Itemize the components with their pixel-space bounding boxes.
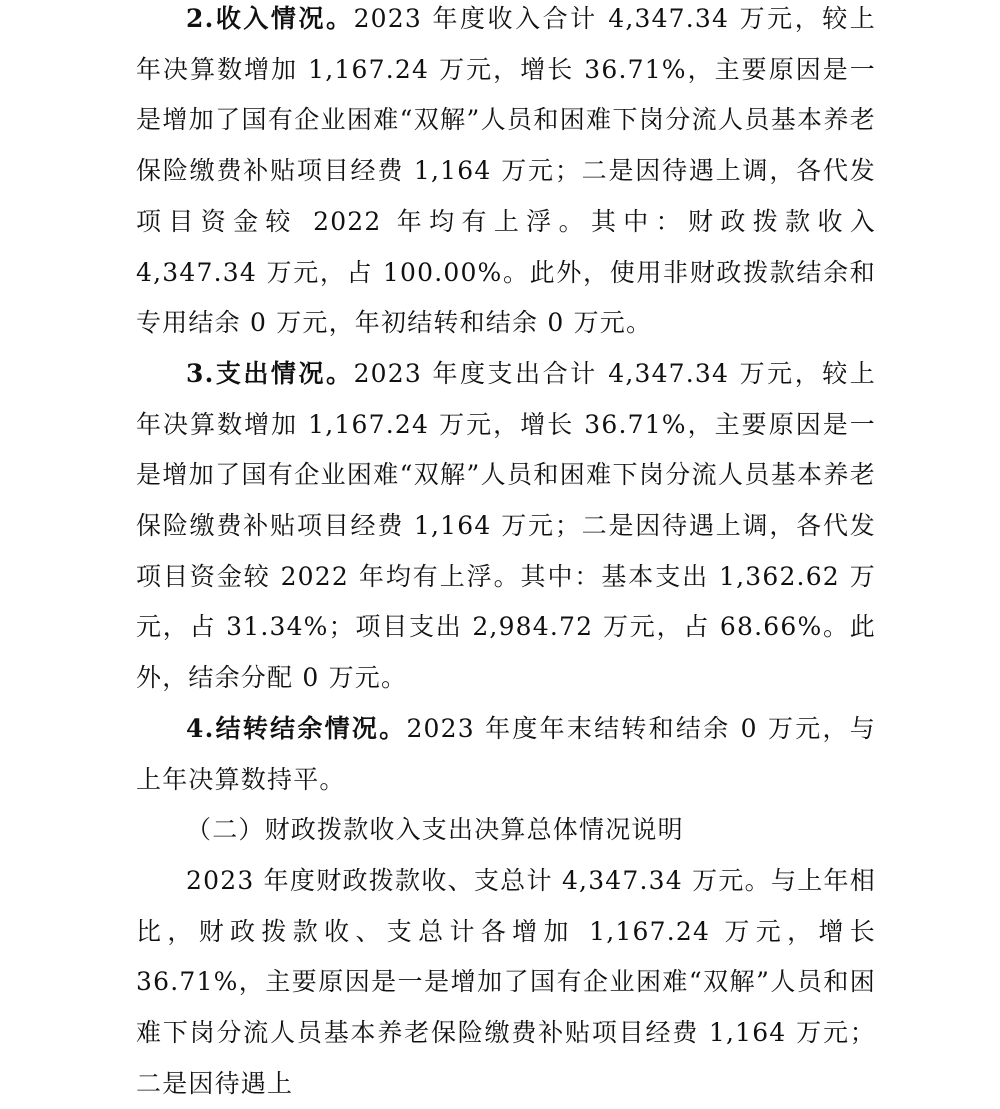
document-page <box>136 0 876 1109</box>
paragraph-carryover-text: 2023 年度年末结转和结余 0 万元，与上年决算数持平。 <box>136 713 876 794</box>
heading-expenditure: 3.支出情况。 <box>186 358 354 388</box>
paragraph-income-text: 2023 年度收入合计 4,347.34 万元，较上年决算数增加 1,167.24 万元，增长 36.71%，主要原因是一是增加了国有企业困难“双解”人员和困难下岗分流人员基本养老保险缴费补贴项目经费 1,164 万元；二是因待遇上调，各代发项目资金较 2022 年均有上浮。其中：财政拨款收入 4,347.34 万元，占 100.00%。此外，使用非财政拨款结余和专用结余 0 万元，年初结转和结余 0 万元。 <box>136 4 877 338</box>
paragraph-expenditure-text: 2023 年度支出合计 4,347.34 万元，较上年决算数增加 1,167.24 万元，增长 36.71%，主要原因是一是增加了国有企业困难“双解”人员和困难下岗分流人员基本养老保险缴费补贴项目经费 1,164 万元；二是因待遇上调，各代发项目资金较 2022 年均有上浮。其中：基本支出 1,362.62 万元，占 31.34%；项目支出 2,984.72 万元，占 68.66%。此外，结余分配 0 万元。 <box>136 358 877 693</box>
paragraph-carryover <box>136 704 876 805</box>
paragraph-expenditure <box>136 349 876 704</box>
paragraph-income <box>136 0 876 349</box>
paragraph-fiscal-overview <box>136 856 876 1109</box>
section-heading-text: （二）财政拨款收入支出决算总体情况说明 <box>186 815 684 845</box>
paragraph-fiscal-overview-text: 2023 年度财政拨款收、支总计 4,347.34 万元。与上年相比，财政拨款收、支总计各增加 1,167.24 万元，增长 36.71%，主要原因是一是增加了国有企业困难“双解”人员和困难下岗分流人员基本养老保险缴费补贴项目经费 1,164 万元；二是因待遇上 <box>136 865 876 1098</box>
heading-carryover: 4.结转结余情况。 <box>186 713 407 743</box>
section-heading-fiscal-overview <box>136 805 876 856</box>
heading-income: 2.收入情况。 <box>186 4 354 33</box>
